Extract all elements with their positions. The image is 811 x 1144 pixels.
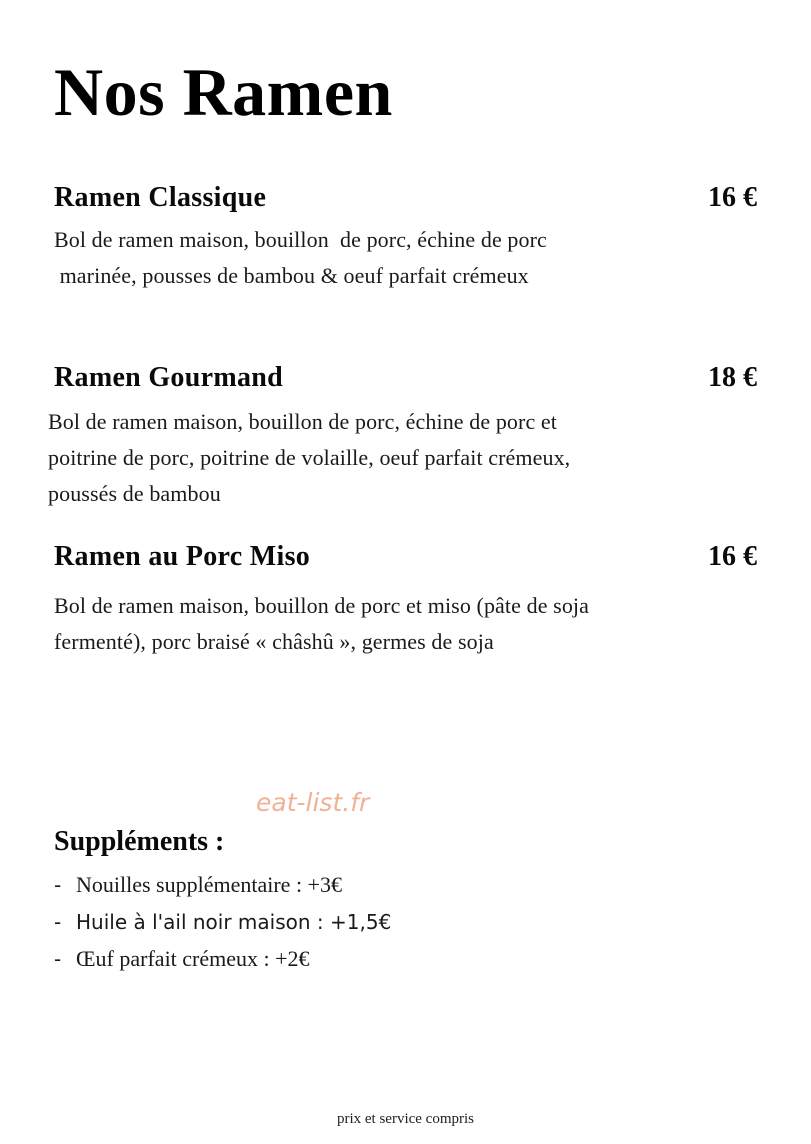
menu-item-price-porc-miso: 16 € [708, 541, 757, 572]
menu-item-name-porc-miso: Ramen au Porc Miso [54, 541, 311, 572]
supplement-text: Huile à l'ail noir maison : +1,5€ [76, 910, 392, 934]
supplement-item [54, 907, 391, 944]
description-line: poitrine de porc, poitrine de volaille, oeuf parfait crémeux, [48, 445, 571, 470]
supplements-list [54, 870, 391, 981]
watermark: eat-list.fr [256, 788, 370, 817]
menu-item-description-porc-miso [54, 588, 754, 660]
description-line: fermenté), porc braisé « châshû », germes de soja [54, 629, 494, 654]
list-dash: - [54, 947, 62, 971]
supplement-text: Œuf parfait crémeux : +2€ [76, 946, 310, 971]
description-line: Bol de ramen maison, bouillon de porc et miso (pâte de soja [54, 593, 589, 618]
supplement-text: Nouilles supplémentaire : +3€ [76, 872, 342, 897]
page-title: Nos Ramen [54, 54, 393, 130]
menu-item-name-gourmand: Ramen Gourmand [54, 362, 283, 393]
menu-item-price-classique: 16 € [708, 182, 757, 213]
menu-item-name-classique: Ramen Classique [54, 182, 267, 213]
menu-item-description-classique [54, 222, 754, 294]
menu-item-price-gourmand: 18 € [708, 362, 757, 393]
footer-note: prix et service compris [336, 1111, 475, 1127]
list-dash: - [54, 910, 62, 934]
supplement-item [54, 870, 391, 907]
menu-item-description-gourmand [48, 404, 748, 512]
supplement-item [54, 944, 391, 981]
description-line: Bol de ramen maison, bouillon de porc, échine de porc [54, 227, 547, 252]
description-line: marinée, pousses de bambou & oeuf parfait crémeux [54, 263, 529, 288]
description-line: poussés de bambou [48, 481, 221, 506]
list-dash: - [54, 873, 62, 897]
supplements-title: Suppléments : [54, 826, 225, 857]
description-line: Bol de ramen maison, bouillon de porc, échine de porc et [48, 409, 557, 434]
